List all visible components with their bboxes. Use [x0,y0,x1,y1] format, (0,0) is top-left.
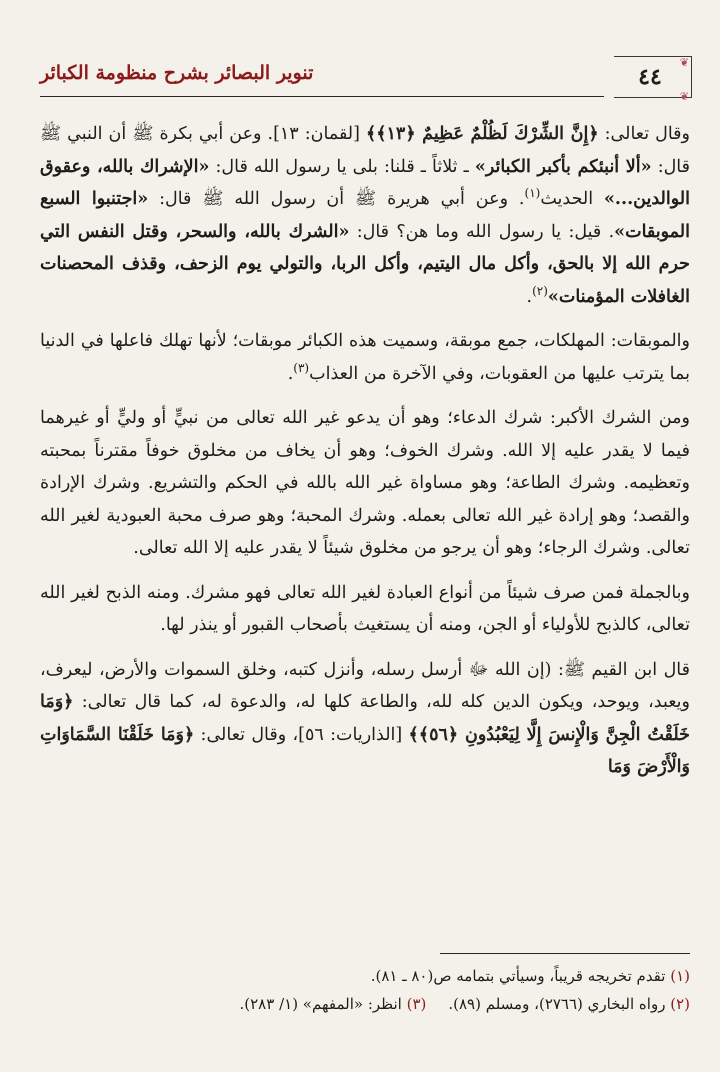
corner-ornament-icon: ❦ [679,56,689,69]
text-run: قال ابن القيم ﷺ: (إن الله ﷻ أرسل رسله، وأنزل كتبه، وخلق السموات والأرض، ليعرف، ويعبد، ويوحد، ويكون الدين كله لله، والطاعة كلها له، والدعوة له، كما قال تعالى: [40,659,690,712]
quran-verse: ﴿وَمَا خَلَقْنَا السَّمَاوَاتِ وَالْأَرْضَ وَمَا [40,724,690,777]
hadith-quote: «الإشراك بالله، وعقوق الوالدين...» [40,156,690,209]
footnote [40,990,690,1018]
text-run: [الذاريات: ٥٦]، وقال تعالى: [194,724,409,745]
text-run: والموبقات: المهلكات، جمع موبقة، وسميت هذه الكبائر موبقات؛ لأنها تهلك فاعلها في الدنيا بما يترتب عليها من العقوبات، وفي الآخرة من العذاب [40,331,690,384]
text-run: الحديث [540,189,604,209]
paragraph: وبالجملة فمن صرف شيئاً من أنواع العبادة لغير الله تعالى فهو مشرك. ومنه الذبح لغير الله تعالى، كالذبح للأولياء أو الجن، ومنه أن يستغيث بأصحاب القبور أو ينذر لها. [40,582,690,635]
text-run: ـ ثلاثاً ـ قلنا: بلى يا رسول الله قال: [209,156,475,177]
text-run: . وعن أبي هريرة ﷺ أن رسول الله ﷺ قال: [148,189,525,209]
footnote-number: (٢) [670,995,690,1013]
paragraph: ومن الشرك الأكبر: شرك الدعاء؛ وهو أن يدعو غير الله تعالى من نبيٍّ أو وليٍّ أو غيرهما فيما لا يقدر عليه إلا الله. وشرك الخوف؛ وهو أن يخاف من مخلوق خوفاً مقترناً بمحبته وتعظيمه. وشرك الطاعة؛ وهو مساواة غير الله بالله في الحكم والتشريع. وشرك الإرادة والقصد؛ وهو إرادة غير الله تعالى بعمله. وشرك المحبة؛ وهو صرف محبة العبودية لغير الله تعالى. وشرك الرجاء؛ وهو أن يرجو من مخلوق شيئاً لا يقدر عليه إلا الله تعالى. [40,408,690,558]
text-run: . [287,363,294,384]
paragraph [40,118,690,313]
footnote-text: رواه البخاري (٢٧٦٦)، ومسلم (٨٩). [448,995,671,1013]
quran-verse: ﴿إِنَّ الشِّرْكَ لَظُلْمٌ عَظِيمٌ ﴿١٣﴾﴾ [366,124,599,144]
text-run: [لقمان: ١٣]. وعن أبي بكرة ﷺ أن النبي ﷺ قال: [40,124,691,177]
paragraph [40,654,690,784]
hadith-quote: «اجتنبوا السبع الموبقات» [40,189,690,242]
text-run: . [526,286,533,307]
text-run: . قيل: يا رسول الله وما هن؟ قال: [349,221,615,242]
corner-ornament-icon: ❦ [679,90,689,103]
header-rule [40,96,604,97]
footnote [40,962,690,990]
hadith-quote: «ألا أنبئكم بأكبر الكبائر» [474,156,652,177]
footnote-ref[interactable]: (٣) [293,360,310,375]
running-title: تنوير البصائر بشرح منظومة الكبائر [40,62,314,84]
footnote-number: (١) [670,967,690,985]
page-header [40,52,692,103]
footnote-text: تقدم تخريجه قريباً، وسيأتي بتمامه ص(٨٠ ـ ٨١). [370,967,671,985]
footnote-ref[interactable]: (٢) [532,283,548,298]
hadith-quote: «الشرك بالله، والسحر، وقتل النفس التي حرم الله إلا بالحق، وأكل مال اليتيم، وأكل الربا، والتولي يوم الزحف، وقذف المحصنات الغافلات المؤمنات» [40,221,690,307]
main-text [40,118,690,784]
footnote-ref[interactable]: (١) [524,186,541,201]
footnote-number: (٣) [406,995,427,1013]
footnotes [40,962,690,1018]
footnote-rule [440,953,690,954]
paragraph [40,325,690,390]
quran-verse: ﴿وَمَا خَلَقْتُ الْجِنَّ وَالْإِنسَ إِلَّا لِيَعْبُدُونِ ﴿٥٦﴾﴾ [40,692,690,745]
footnote-text: انظر: «المفهم» (١/ ٢٨٣). [239,995,407,1013]
text-run: وقال تعالى: [598,124,690,144]
page-number-frame [614,56,692,103]
page-number: ٤٤ [638,64,662,90]
